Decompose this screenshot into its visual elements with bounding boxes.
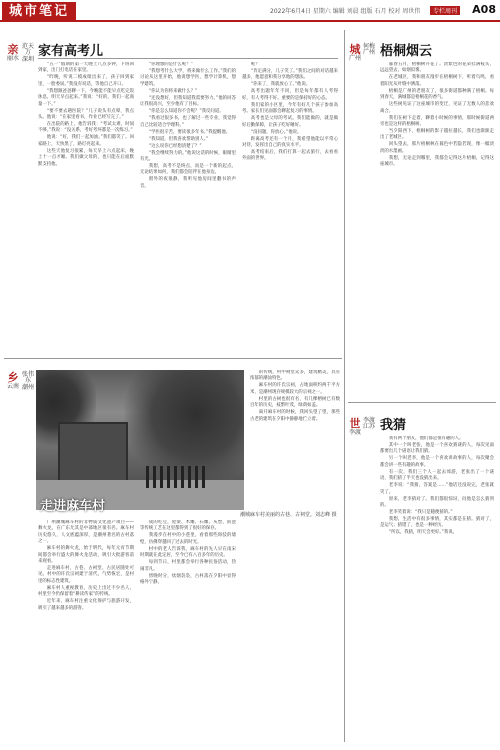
paragraph: “五一”假期的第一天晚上八点多钟，下班回到家，出门打电话在家里。 [38,62,134,74]
city-char: 城 [349,43,361,56]
paragraph: 我漫步在村中的小巷里，看着那些斑驳的墙壁，仿佛穿越回了过去的时光。 [140,533,236,545]
paragraph: 我有两个朋友，他们都是很有趣的人。 [388,436,464,441]
section-banner: 城市笔记 [2,2,76,21]
paragraph: 傍晚时分，炊烟袅袅，古村落在夕阳中显得格外宁静。 [140,573,236,586]
article-2-label [348,44,362,62]
paragraph: “昨晚，听说二模成绩出来了，孩子回到家里，一脸委屈。”我没有说话，等他自己开口。 [38,75,134,87]
article-title: 我猜 [380,418,407,433]
paragraph: 暮春五月，梧桐树开花了。淡紫色的花朵挂满枝头，远远望去，如烟似雾。 [380,62,494,74]
author-name: 范天万 [21,43,34,57]
paragraph: “你来了，我就放心了。”他说。 [250,82,311,88]
article-1-byline [21,44,35,63]
paragraph: 麻车村人重视教育，历史上出过不少名人，村里至今仍保留着“耕读传家”的传统。 [38,585,134,598]
author-name: 李渡 [362,417,375,424]
paragraph: 高考也是父母的考试。我们能做的，就是做好后勤保障，让孩子吃好睡好。 [242,116,338,128]
paragraph: 的传统，村中祠堂众多，建筑精美，具有浓郁的潮汕特色。 [250,370,340,382]
article-1-col-1 [38,62,134,354]
paragraph: 我们在树下走着，聊着小时候的事情，那时候街道两旁也是这样的梧桐树。 [380,115,494,128]
paragraph: “要不要去趟医院？”儿子说头有点晕，我点头。他说：“在家里看书，作业已经写完了。” [38,108,134,121]
article-4-label [348,418,362,436]
paragraph: 这些树见证了这座城市的变迁，见证了无数人的悲欢离合。 [380,102,494,114]
article-4-byline [362,418,376,431]
paragraph: 在老城区，我和朋友漫步在梧桐树下，听着鸟鸣，看着阳光从叶缝中洒落。 [380,75,494,87]
paragraph: 另一个叫老李，他是一个喜欢讲故事的人，每次聚会都会讲一些有趣的故事。 [380,456,494,468]
paragraph: 麻车村的舞火龙，始于明代，每年元宵节期间都会举行盛大的舞火龙活动，吸引大批游客前来观看。 [38,546,134,565]
edition-tag: 专栏周刊 [430,6,460,15]
article-1-col-3 [242,62,338,354]
date-line: 2022年6月4日 星期六 编辑 刘晨 组版 石月 校对 周世伟 [270,8,421,15]
village-photo [36,370,244,510]
author-place: 广州 [362,49,375,57]
paragraph: 这些天他复习很累，每天早上六点起床，晚上十一点才睡。我们做父母的，也只能在后面默默支持他。 [38,148,134,167]
paragraph: 老李说：“我猜，答案是……”他话还没说完，老张就笑了。 [380,483,494,495]
paragraph: 麻车村的许氏宗祠，占地面积约两千平方米，是潮州现存规模较大的宗祠之一。 [250,383,340,395]
paragraph: 距离高考还有一个月，我希望他能以平常心对待，发挥出自己的真实水平。 [242,136,338,149]
article-4-body [380,436,494,742]
column-divider [344,30,345,742]
paragraph: 走进麻车村，古巷、古祠堂、古民居随处可见。村中的许氏宗祠建于清代，气势恢宏，是村里的标志性建筑。 [38,566,134,584]
paragraph: 我想，生活中有很多事情，其实都是在猜。猜对了，是运气；猜错了，也是一种经历。 [380,517,494,529]
title-divider [38,58,338,59]
article-1-label [6,44,20,62]
paragraph: 有一次，我们三个人一起去郊游，老张出了一个谜语，我们猜了半天也没猜出来。 [380,469,494,482]
paragraph: “你认为你将来做什么？” [148,88,198,94]
article-3-col-2 [140,520,236,744]
paragraph: “所以，我猜，明天会更好。”我说。 [388,530,458,536]
paragraph: 成的吃豆，屋梁、木雕、石雕、灰塑、嵌瓷等传统工艺在这里都得到了很好的保存。 [140,520,236,532]
paragraph: 其中一个叫老张，他是一个喜欢猜谜的人，每次见面都要出几个谜语让我们猜。 [380,443,494,455]
paragraph: 原来，老李猜对了。我们都很惊讶，问他是怎么猜到的。 [380,496,494,509]
paragraph: 梧桐是广州的老朋友了，很多街道都种满了梧桐。每到春天，满城都是梧桐花的香气。 [380,88,494,101]
paragraph: “肯定满分，儿子笑了。”我们之间的对话越来越多，他愿意和我分享他的想法。 [242,69,338,81]
section-divider [4,358,342,359]
city-name: 丽水 [6,54,19,62]
article-2-byline [362,44,376,57]
paragraph: “我看过很多书，也了解过一些专业，我觉得自己比较适合学理科。” [140,116,236,128]
article-2-body [380,62,494,398]
author-place: 江苏 [362,423,375,431]
article-3-col-1 [38,520,134,744]
paragraph: 我们家的小区里，今年有好几个孩子参加高考。家长们见面都会聊起复习的事情。 [242,102,338,115]
paragraph: 高考结束后，我们打算一起去旅行，去看看外面的世界。 [242,150,338,162]
author-place: 深圳 [21,55,34,63]
paragraph: “你是怎么知道你不会呢？”我反问道。 [148,109,224,115]
paragraph: “我知道，但我喜欢帮助别人。” [148,136,209,142]
paragraph: “还没想好，但我知道我需要努力。”他的回答让我很高兴，至少他有了目标。 [140,95,236,108]
author-name: 何梅 [362,43,375,50]
article-1-col-2 [140,62,236,354]
city-name: 李渡 [348,428,361,436]
article-title: 家有高考儿 [38,44,104,59]
paragraph: 我想，无论走到哪里，我都会记得这片梧桐，记得这座城市。 [380,155,494,168]
paragraph: “没问题，你放心。”他说。 [250,129,302,135]
article-3-col-3 [250,370,340,744]
paragraph: 他说：“好，我们一起加油。”我们都笑了。回家路上，天快黑了，路灯亮起来。 [38,135,134,147]
paragraph: 广州潮城麻车村的非物质文化遗产项目——舞火龙，在广东尤其是中部地区很有名。麻车村历史悠久，人文底蕴深厚，是潮州著名的古村落之一。 [38,520,134,545]
paragraph: 呢？ [250,62,260,67]
photo-people [146,466,206,488]
paragraph: 村中的老人告诉我，麻车村的先人早在南宋时期就在此定居，至今已有八百多年的历史。 [140,546,236,559]
city-name: 广州 [348,54,361,62]
paragraph: “我想考什么大学，将来做什么工作。”我们的讨论从这里开始，他说想学医，想学计算机，想学建筑。 [140,69,236,87]
paragraph: 离开麻车村的时候，我回头望了望，那些古老的建筑在夕阳中静静地伫立着。 [250,410,340,422]
city-char: 亲 [7,43,19,56]
section-divider [348,402,496,403]
paragraph: 窗外的夜很静，我听见他房间里翻书的声音。 [140,177,236,189]
paragraph: 每到节日，村里都会举行各种民俗活动，热闹非凡。 [140,560,236,572]
city-char: 世 [349,417,361,430]
paragraph: “我会继续努力的。”他说这话的时候，眼睛里有光。 [140,150,236,163]
paragraph: 村里的古树也很有名，有几棵榕树已有数百年的历史，枝繁叶茂，绿荫如盖。 [250,396,340,409]
paragraph: “这么说你已经想清楚了？” [148,143,202,149]
page-number: A08 [472,3,496,16]
author-place: 潮州 [21,383,34,391]
paragraph: 近年来，麻车村注重文化保护与旅游开发，吸引了越来越多的游客。 [38,599,134,611]
paragraph: “我想跟爸爸聊一下，今晚能不能早点吃完饭休息，明天早点起来。”我说：“好的，我们一起商量一下。” [38,88,134,107]
photo-tree [124,370,244,480]
author-name: 张伟东 [21,371,34,385]
article-3-label [6,372,20,390]
paragraph: “你理想的是什么呢？” [148,62,193,67]
article-title: 走进麻车村 [40,499,106,514]
article-3-byline [21,372,35,391]
paragraph: 高考出题年年不同，但是每年都有人考得好，有人考得不好。重要的是保持好的心态。 [242,89,338,101]
city-name: 云南 [6,382,19,390]
paragraph: 老李笑着说：“我只是随便猜的。” [388,510,453,516]
paragraph: 我想，高考不是终点，而是一个新的起点。无论结果如何，我们都会陪伴在他身边。 [140,164,236,176]
paragraph: 回头望去，那片梧桐林在暮色中若隐若现，像一幅淡淡的水墨画。 [380,142,494,154]
photo-caption: 潮城麻车村美丽的古巷、古祠堂。刘志峰 摄 [240,512,337,518]
city-char: 乡 [7,371,19,384]
paragraph: “学医很辛苦，要读很多年书。”我提醒他。 [148,129,231,135]
article-title: 梧桐烟云 [380,44,433,59]
paragraph: 当夕阳西下，梧桐树的影子越拉越长，我们也渐渐走出了老城区。 [380,129,494,141]
paragraph: 在出院的路上，他告诉我：“考试太难，时间不够。”我说：“没关系，考好考坏都是一次练习。” [38,122,134,134]
